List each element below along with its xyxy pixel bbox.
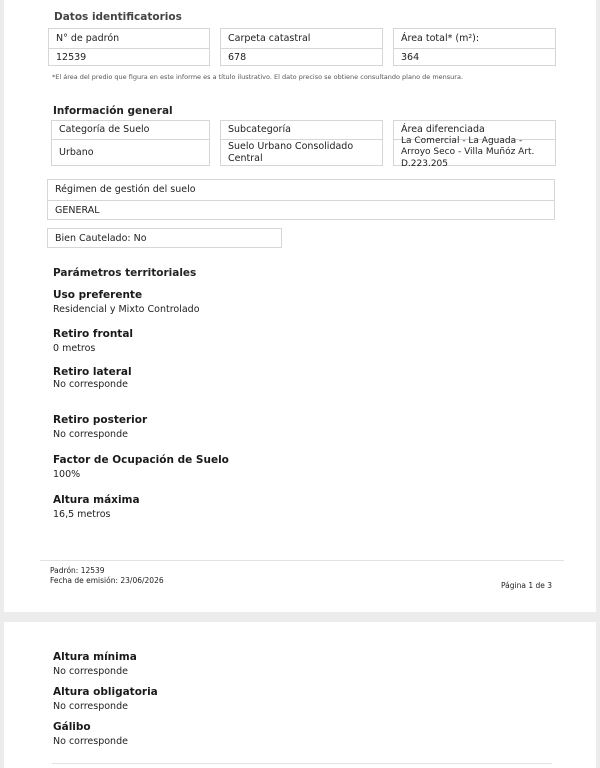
general-info-title: Información general [53,105,173,117]
rear-setback-label: Retiro posterior [53,414,148,426]
side-setback-value: No corresponde [53,379,128,390]
soil-category-field [51,120,210,166]
territorial-params-title: Parámetros territoriales [53,267,197,279]
max-height-label: Altura máxima [53,494,140,506]
differentiated-area-label: Área diferenciada [401,124,485,135]
preferred-use-value: Residencial y Mixto Controlado [53,304,200,315]
subcategory-value: Suelo Urbano Consolidado Central [221,139,382,166]
report-page-2 [4,622,596,768]
footer-padron: Padrón: 12539 [50,566,105,575]
heritage-status-field [47,228,282,248]
heritage-status: Bien Cautelado: No [55,232,147,244]
soil-category-value: Urbano [52,139,209,166]
front-setback-label: Retiro frontal [53,328,134,340]
report-page-1 [4,0,596,612]
subcategory-label: Subcategoría [228,124,291,135]
catastral-folder-label: Carpeta catastral [228,32,311,44]
soil-regime-label: Régimen de gestión del suelo [55,184,196,195]
differentiated-area-value: La Comercial - La Aguada - Arroyo Seco - Villa Muñóz Art. D.223.205 [394,139,555,166]
padron-value: 12539 [49,48,209,66]
total-area-value: 364 [394,48,555,66]
mandatory-height-value: No corresponde [53,701,128,712]
side-setback-label: Retiro lateral [53,366,132,378]
footer-divider [40,560,564,561]
min-height-label: Altura mínima [53,651,137,663]
soil-regime-field [47,179,555,220]
table-top-edge [52,763,552,764]
catastral-folder-field [220,28,383,66]
soil-regime-value: GENERAL [48,200,554,220]
footer-issue-date: Fecha de emisión: 23/06/2026 [50,576,164,585]
preferred-use-label: Uso preferente [53,289,143,301]
differentiated-area-field [393,120,556,169]
galibo-label: Gálibo [53,721,91,733]
area-disclaimer-note: *El área del predio que figura en este informe es a título ilustrativo. El dato preciso se obtiene consultando plano de mensura. [52,73,463,81]
identification-title: Datos identificatorios [54,11,182,23]
rear-setback-value: No corresponde [53,429,128,440]
padron-field [48,28,210,66]
min-height-value: No corresponde [53,666,128,677]
occupancy-factor-label: Factor de Ocupación de Suelo [53,454,229,466]
footer-page-number: Página 1 de 3 [500,581,552,590]
mandatory-height-label: Altura obligatoria [53,686,158,698]
occupancy-factor-value: 100% [53,469,81,480]
total-area-field [393,28,556,66]
padron-label: N° de padrón [56,32,120,44]
front-setback-value: 0 metros [53,343,96,354]
max-height-value: 16,5 metros [53,509,111,520]
catastral-folder-value: 678 [221,48,382,66]
subcategory-field [220,120,383,166]
total-area-label: Área total* (m²): [401,32,480,44]
galibo-value: No corresponde [53,736,128,747]
soil-category-label: Categoría de Suelo [59,124,150,135]
